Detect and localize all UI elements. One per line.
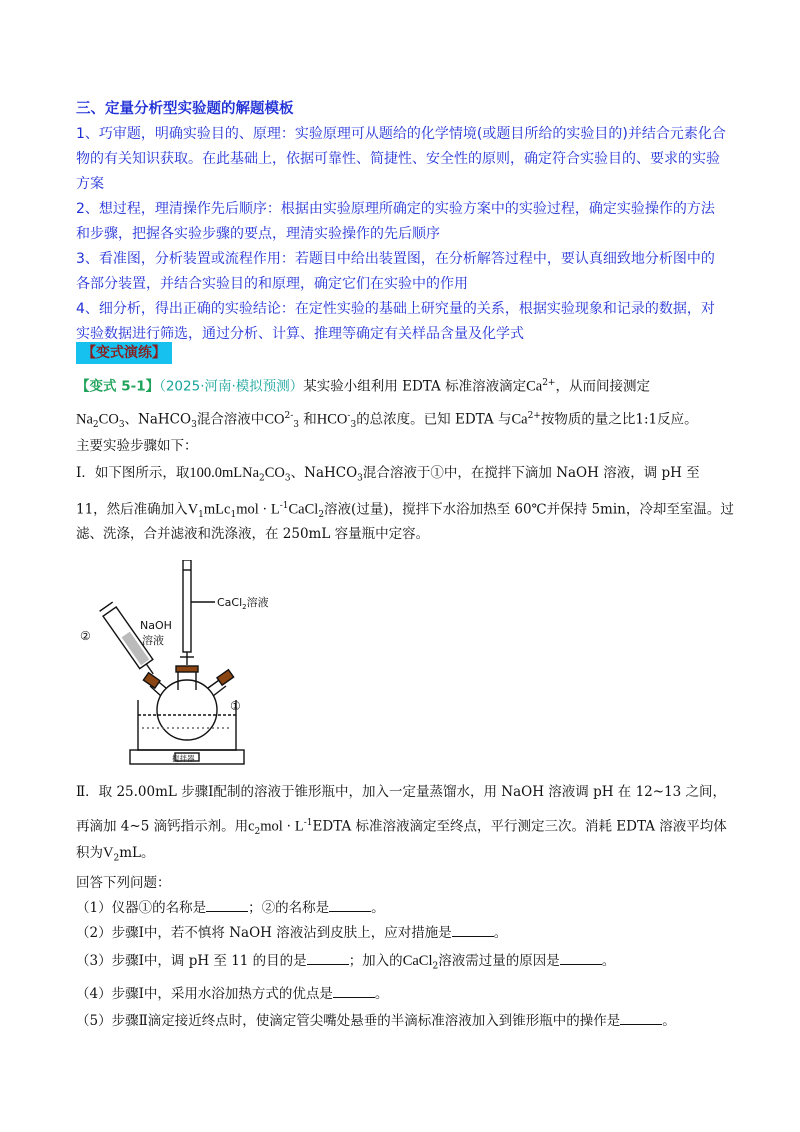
three-neck-flask xyxy=(157,680,217,740)
text: 和 xyxy=(303,411,317,428)
text: 。 xyxy=(662,1013,676,1029)
text: 按物质的量之比1:1反应。 xyxy=(540,411,698,428)
question-1 xyxy=(76,897,385,918)
text: ；加入的 xyxy=(348,953,403,969)
text: 。 xyxy=(493,925,508,941)
formula-part: CO xyxy=(98,411,119,428)
sub: 1 xyxy=(198,510,204,521)
template-line-3: 方案 xyxy=(76,176,104,192)
text: （5）步骤Ⅱ滴定接近终点时，使滴定管尖嘴处悬垂的半滴标准溶液加入到锥形瓶中的操作是 xyxy=(76,1013,621,1029)
label-naoh: NaOH xyxy=(140,619,172,632)
question-2 xyxy=(76,922,507,943)
text: 。 xyxy=(374,986,389,1002)
label-stirrer: 搅拌器 xyxy=(172,754,195,763)
formula: mol · L xyxy=(260,818,304,835)
template-line-8: 4、细分析，得出正确的实验结论：在定性实验的基础上研究量的关系，根据实验现象和记录的数据，对 xyxy=(76,301,715,317)
sup: 2- xyxy=(284,411,294,421)
formula: V xyxy=(187,501,199,518)
ca-symbol: Ca xyxy=(526,378,543,395)
problem-intro-line-1 xyxy=(76,373,650,397)
section-title: 三、定量分析型实验题的解题模板 xyxy=(76,101,294,117)
template-line-2: 物的有关知识获取。在此基础上，依据可靠性、简捷性、安全性的原则，确定符合实验目的、要求的实验 xyxy=(76,151,720,167)
label-naoh-solution: 溶液 xyxy=(142,634,164,647)
question-5 xyxy=(76,1010,676,1031)
step-2-line-3 xyxy=(76,843,155,869)
sub: 3 xyxy=(284,473,291,484)
text: 、NaHCO xyxy=(290,465,358,481)
burette xyxy=(183,560,191,652)
text: （1）仪器①的名称是 xyxy=(76,900,207,916)
answer-blank[interactable] xyxy=(452,922,494,937)
sub: 2 xyxy=(92,420,99,431)
answer-blank[interactable] xyxy=(206,897,248,912)
text: 、NaHCO xyxy=(124,411,192,428)
sub: 3 xyxy=(191,420,197,431)
formula: c xyxy=(248,818,255,835)
formula: mLc xyxy=(203,501,231,518)
sub: 3 xyxy=(293,420,299,431)
text: 的总浓度。已知 EDTA 与 xyxy=(356,411,512,428)
apparatus-figure xyxy=(80,560,270,765)
text: （4）步骤Ⅰ中，采用水浴加热方式的优点是 xyxy=(76,986,333,1002)
problem-source: （2025·河南·模拟预测） xyxy=(159,378,304,395)
answer-blank[interactable] xyxy=(560,950,602,965)
text: 溶液需过量的原因是 xyxy=(438,953,560,969)
na2co3-formula: Na xyxy=(76,411,93,428)
text: EDTA 标准溶液滴定至终点，平行测定三次。消耗 EDTA 溶液平均体 xyxy=(312,818,727,835)
problem-intro-line-2 xyxy=(76,406,698,435)
text: mL。 xyxy=(119,845,155,861)
template-line-4: 2、想过程，理清操作先后顺序：根据由实验原理所确定的实验方案中的实验过程，确定实验操作的方法 xyxy=(76,201,715,217)
formula: mol · L xyxy=(236,501,280,518)
step-2-line-1: Ⅱ．取 25.00mL 步骤Ⅰ配制的溶液于锥形瓶中，加入一定量蒸馏水，用 NaOH 溶液调 pH 在 12~13 之间， xyxy=(76,784,727,800)
sup: - xyxy=(347,411,351,421)
text: 积为 xyxy=(76,845,103,861)
label-2: ② xyxy=(80,629,91,643)
question-4 xyxy=(76,983,388,1004)
text: Ⅰ．如下图所示，取 xyxy=(76,465,190,481)
sub: 2 xyxy=(254,827,261,838)
text: 混合溶液于①中，在搅拌下滴加 NaOH 溶液，调 pH 至 xyxy=(362,465,700,481)
text: （3）步骤Ⅰ中，调 pH 至 11 的目的是 xyxy=(76,953,307,969)
formula: CO xyxy=(264,465,285,481)
answer-blank[interactable] xyxy=(620,1010,662,1025)
sup: -1 xyxy=(279,501,289,511)
step-1-line-3: 滤、洗涤，合并滤液和洗涤液，在 250mL 容量瓶中定容。 xyxy=(76,526,430,542)
text: 溶液(过量)，搅拌下水浴加热至 60℃并保持 5min，冷却至室温。过 xyxy=(324,501,734,518)
steps-title: 主要实验步骤如下： xyxy=(76,438,198,454)
text: 。 xyxy=(601,953,616,969)
sub: 3 xyxy=(118,420,125,431)
formula: CaCl xyxy=(288,501,319,518)
co3-ion: CO xyxy=(264,411,285,428)
sup: -1 xyxy=(303,818,313,828)
text: 。 xyxy=(371,900,385,916)
sub: 2 xyxy=(113,853,120,864)
step-1-line-1 xyxy=(76,463,700,489)
sub: 3 xyxy=(357,473,363,484)
sub: 2 xyxy=(259,473,265,484)
question-3 xyxy=(76,950,615,977)
water-bath xyxy=(138,700,236,750)
answer-blank[interactable] xyxy=(329,897,371,912)
template-line-7: 各部分装置，并结合实验目的和原理，确定它们在实验中的作用 xyxy=(76,276,468,292)
step-1-line-2 xyxy=(76,496,734,525)
answer-title: 回答下列问题： xyxy=(76,875,171,891)
hco3-ion: HCO xyxy=(316,411,348,428)
formula: 100.0mLNa xyxy=(189,465,260,481)
sub: 2 xyxy=(432,961,439,972)
intro-text: 某实验小组利用 EDTA 标准溶液滴定 xyxy=(303,378,527,395)
ca-charge: 2+ xyxy=(542,378,556,388)
sub: 3 xyxy=(350,420,357,431)
answer-blank[interactable] xyxy=(307,950,349,965)
sub: 1 xyxy=(230,510,237,521)
text: 11，然后准确加入 xyxy=(76,501,188,518)
problem-tag: 【变式 5-1】 xyxy=(76,378,160,395)
text: ；②的名称是 xyxy=(248,900,330,916)
ca-symbol: Ca xyxy=(511,411,528,428)
formula: V xyxy=(103,845,114,861)
answer-blank[interactable] xyxy=(333,983,375,998)
text: 混合溶液中 xyxy=(196,411,265,428)
label-1: ① xyxy=(230,699,241,713)
template-line-1: 1、巧审题，明确实验目的、原理：实验原理可从题给的化学情境(或题目所给的实验目的)并结合元素化合 xyxy=(76,126,726,142)
practice-banner: 【变式演练】 xyxy=(76,342,172,364)
template-line-5: 和步骤，把握各实验步骤的要点，理清实验操作的先后顺序 xyxy=(76,226,440,242)
sup: 2+ xyxy=(527,411,541,421)
intro-end: ，从而间接测定 xyxy=(555,378,650,395)
text: （2）步骤Ⅰ中，若不慎将 NaOH 溶液沾到皮肤上，应对措施是 xyxy=(76,925,452,941)
formula: CaCl xyxy=(402,953,433,969)
sub: 2 xyxy=(318,510,325,521)
label-cacl2: CaCl$_2$溶液 xyxy=(217,596,269,611)
template-line-9: 实验数据进行筛选，通过分析、计算、推理等确定有关样品含量及化学式 xyxy=(76,326,524,342)
template-line-6: 3、看准图，分析装置或流程作用：若题目中给出装置图，在分析解答过程中，要认真细致地分析图中的 xyxy=(76,251,715,267)
text: 再滴加 4~5 滴钙指示剂。用 xyxy=(76,818,249,835)
step-2-line-2 xyxy=(76,813,727,842)
